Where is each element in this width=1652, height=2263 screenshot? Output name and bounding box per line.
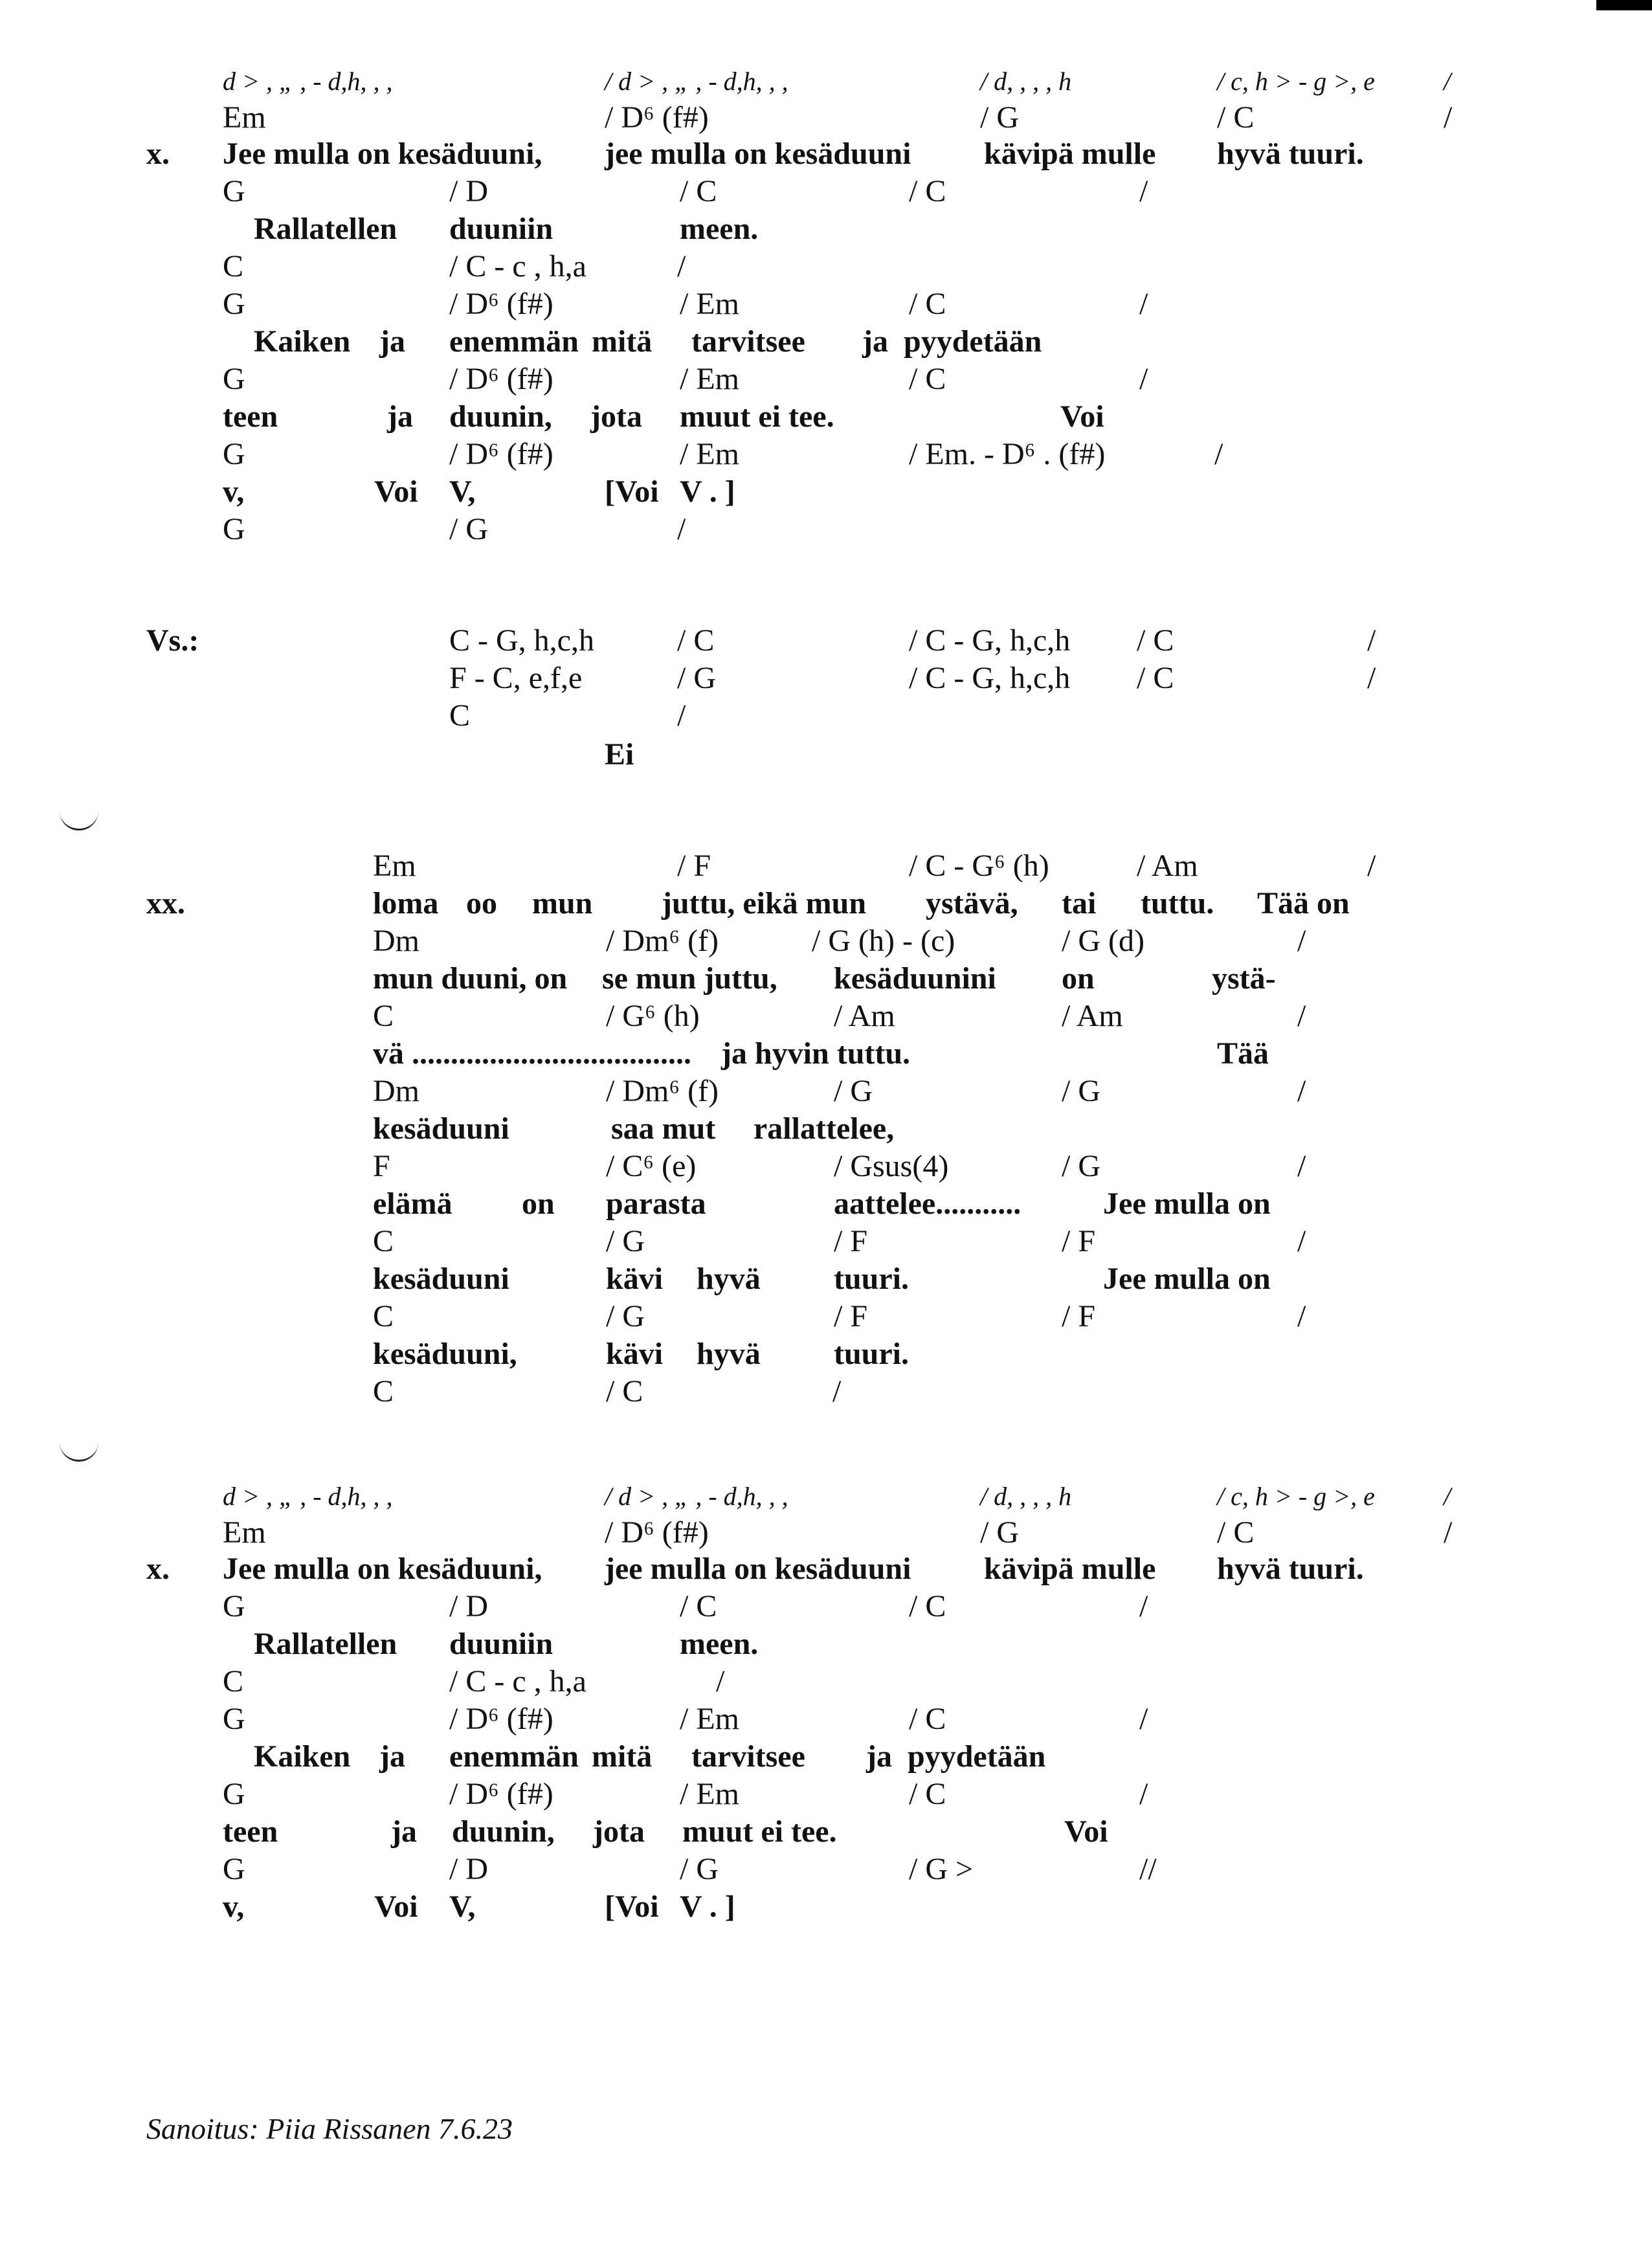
chord: C [373, 1374, 394, 1409]
chord: G [223, 1589, 245, 1623]
lyric: Ei [605, 737, 634, 772]
chord: C [373, 1299, 394, 1333]
lyric: ja [391, 1814, 417, 1849]
lyric: duuniin [449, 212, 553, 246]
bar-line: / [1367, 623, 1376, 658]
lyric: tarvitsee [691, 324, 805, 359]
lyric: ja [862, 324, 888, 359]
bar-line: / [1297, 1224, 1306, 1258]
lyric: Kaiken [254, 1739, 351, 1774]
lyric: Rallatellen [254, 212, 397, 246]
bar-line: / [1214, 437, 1223, 471]
chord: G [223, 362, 245, 396]
lyric: hyvä tuuri. [1217, 137, 1364, 171]
lyricist-credit: Sanoitus: Piia Rissanen 7.6.23 [146, 2112, 513, 2145]
chord: / C - G⁶ (h) [909, 849, 1049, 883]
lyric: mun duuni, on [373, 961, 568, 996]
lyric: [Voi [605, 1890, 659, 1924]
chord: / C [680, 1589, 717, 1623]
lyric: duuniin [449, 1627, 553, 1661]
lyric: enemmän [449, 324, 579, 359]
lyric: jee mulla on kesäduuni [605, 137, 911, 171]
chord: / G⁶ (h) [606, 999, 700, 1033]
lyric: kävi [606, 1262, 664, 1296]
lyric: juttu, eikä mun [662, 886, 867, 920]
lyric: loma [373, 886, 439, 920]
lyric: pyydetään [904, 324, 1042, 359]
lyric: rallattelee, [753, 1111, 895, 1146]
lyric: Jee mulla on [1103, 1187, 1271, 1221]
chord: Dm [373, 924, 419, 958]
lyric: Tää [1217, 1036, 1269, 1071]
melody-note: / [1444, 1482, 1451, 1511]
chord: G [223, 174, 245, 208]
chord: / G [980, 1515, 1019, 1550]
chord: C [449, 698, 471, 733]
bar-line: / [1367, 661, 1376, 695]
chord: / Am [1062, 999, 1123, 1033]
chord: / Gsus(4) [834, 1149, 949, 1183]
lyric: V, [449, 1890, 476, 1924]
chord: F [373, 1149, 390, 1183]
chord: / C [909, 362, 946, 396]
chord: / D [449, 174, 488, 208]
chord: / D⁶ (f#) [449, 1777, 553, 1811]
lyric: saa mut [611, 1111, 716, 1146]
lyric: tuuri. [834, 1337, 910, 1371]
chord: / G [1062, 1074, 1100, 1108]
lyric: ja [866, 1739, 892, 1774]
lyric: kävi [606, 1337, 664, 1371]
chord: / Em [680, 437, 739, 471]
lyric: kävipä mulle [984, 1552, 1156, 1586]
lyric: Jee mulla on kesäduuni, [223, 1552, 542, 1586]
lyric: vä .................................... [373, 1036, 691, 1071]
bar-line: / [1139, 1777, 1148, 1811]
lyric: kesäduuni [373, 1262, 509, 1296]
punch-hole-mark [60, 1440, 98, 1462]
lyric: jota [590, 399, 642, 434]
lyric: tuuri. [834, 1262, 910, 1296]
lyric: Tää on [1257, 886, 1350, 920]
lyric: hyvä tuuri. [1217, 1552, 1364, 1586]
chord: / G [606, 1299, 645, 1333]
lyric: mun [532, 886, 593, 920]
lyric: v, [223, 474, 245, 509]
chord: / C - c , h,a [449, 249, 586, 284]
chord: / C [606, 1374, 643, 1409]
lyric: ystävä, [926, 886, 1018, 920]
chord: G [223, 1777, 245, 1811]
chord: / Em [680, 287, 739, 321]
lyric: v, [223, 1890, 245, 1924]
chord: / C - c , h,a [449, 1664, 586, 1699]
lyric: ja [379, 324, 405, 359]
bar-line: / [1444, 1515, 1453, 1550]
chord: / C⁶ (e) [606, 1149, 697, 1183]
bar-line: / [677, 512, 686, 546]
bar-line: / [1297, 1074, 1306, 1108]
lyric: teen [223, 1814, 278, 1849]
lyric: tai [1062, 886, 1097, 920]
chord: / D⁶ (f#) [449, 362, 553, 396]
lyric: Voi [374, 1890, 418, 1924]
punch-hole-mark [60, 809, 98, 831]
chord: / D⁶ (f#) [605, 100, 709, 135]
melody-note: / d, , , , h [980, 67, 1072, 96]
chord: / G [449, 512, 488, 546]
lyric: Voi [374, 474, 418, 509]
bar-line: / [1367, 849, 1376, 883]
chord: / C [1217, 1515, 1255, 1550]
bar-line: / [677, 249, 686, 284]
lyric: duunin, [449, 399, 552, 434]
melody-note: / [1444, 67, 1451, 96]
section-label: x. [146, 137, 170, 171]
lyric: tarvitsee [691, 1739, 805, 1774]
melody-note: / d, , , , h [980, 1482, 1072, 1511]
lyric: hyvä [697, 1337, 761, 1371]
chord: / F [834, 1224, 868, 1258]
chord: / Em [680, 1702, 739, 1736]
chord: C [373, 999, 394, 1033]
chord: G [223, 512, 245, 546]
chord: / C [909, 174, 946, 208]
lyric: hyvä [697, 1262, 761, 1296]
lyric: jota [593, 1814, 645, 1849]
chord: / G [677, 661, 716, 695]
lyric: duunin, [452, 1814, 555, 1849]
bar-line: / [1139, 287, 1148, 321]
chord: / Am [834, 999, 895, 1033]
lyric: ja [387, 399, 413, 434]
chord: / F [834, 1299, 868, 1333]
chord: / Em [680, 362, 739, 396]
bar-line: / [832, 1374, 842, 1409]
chord: / C - G, h,c,h [909, 623, 1071, 658]
chord: / G [606, 1224, 645, 1258]
chord: G [223, 437, 245, 471]
chord: / C [677, 623, 715, 658]
chord: G [223, 1852, 245, 1886]
lyric: mitä [592, 1739, 653, 1774]
chord: / G [834, 1074, 873, 1108]
chord: Em [223, 100, 266, 135]
lyric: elämä [373, 1187, 452, 1221]
chord: / G > [909, 1852, 974, 1886]
lyric: muut ei tee. [682, 1814, 837, 1849]
chord: / C [909, 1702, 946, 1736]
chord: C [373, 1224, 394, 1258]
chord: / G (h) - (c) [812, 924, 955, 958]
lyric: on [522, 1187, 555, 1221]
chord: / Em [680, 1777, 739, 1811]
lyric: ystä- [1212, 961, 1276, 996]
chord: C - G, h,c,h [449, 623, 594, 658]
chord: Em [373, 849, 416, 883]
bar-line: / [1297, 999, 1306, 1033]
chord: / D [449, 1589, 488, 1623]
lyric: ja [379, 1739, 405, 1774]
lyric: kesäduunini [834, 961, 996, 996]
chord: F - C, e,f,e [449, 661, 583, 695]
lyric: ja hyvin tuttu. [721, 1036, 911, 1071]
bar-line: / [1139, 1702, 1148, 1736]
chord: / F [1062, 1224, 1096, 1258]
bar-line: / [1297, 1299, 1306, 1333]
lyric: on [1062, 961, 1095, 996]
chord: / C - G, h,c,h [909, 661, 1071, 695]
lyric: mitä [592, 324, 653, 359]
lyric: kesäduuni [373, 1111, 509, 1146]
lyric: V . ] [680, 1890, 735, 1924]
bar-line: / [1139, 1589, 1148, 1623]
chord: / G (d) [1062, 924, 1144, 958]
chord: / G [1062, 1149, 1100, 1183]
lyric: Rallatellen [254, 1627, 397, 1661]
chord: / C [909, 287, 946, 321]
lyric: V, [449, 474, 476, 509]
lyric: enemmän [449, 1739, 579, 1774]
bar-line: / [716, 1664, 725, 1699]
chord: Em [223, 1515, 266, 1550]
chord: C [223, 1664, 244, 1699]
lyric: Jee mulla on kesäduuni, [223, 137, 542, 171]
chord: / Dm⁶ (f) [606, 924, 719, 958]
bar-line: / [1297, 924, 1306, 958]
chord: / Dm⁶ (f) [606, 1074, 719, 1108]
chord: / C [1137, 623, 1174, 658]
section-label: Vs.: [146, 623, 199, 658]
chord: / D⁶ (f#) [449, 287, 553, 321]
chord: / C [1137, 661, 1174, 695]
chord: / Am [1137, 849, 1198, 883]
bar-line: / [677, 698, 686, 733]
section-label: xx. [146, 886, 185, 920]
section-label: x. [146, 1552, 170, 1586]
lyric: oo [466, 886, 497, 920]
chord: / D⁶ (f#) [449, 1702, 553, 1736]
bar-line: / [1297, 1149, 1306, 1183]
bar-line: / [1139, 362, 1148, 396]
lyric: Kaiken [254, 324, 351, 359]
lyric: jee mulla on kesäduuni [605, 1552, 911, 1586]
lyric: parasta [606, 1187, 706, 1221]
chord: / D [449, 1852, 488, 1886]
lyric: se mun juttu, [602, 961, 777, 996]
chord: / D⁶ (f#) [449, 437, 553, 471]
chord: / C [909, 1589, 946, 1623]
bar-line: / [1444, 100, 1453, 135]
chord: / F [1062, 1299, 1096, 1333]
lyric: meen. [680, 1627, 759, 1661]
chord: Dm [373, 1074, 419, 1108]
melody-note: / c, h > - g >, e [1217, 67, 1375, 96]
lyric: pyydetään [908, 1739, 1046, 1774]
lyric: Jee mulla on [1103, 1262, 1271, 1296]
chord: / G [980, 100, 1019, 135]
lyric: meen. [680, 212, 759, 246]
chord: / D⁶ (f#) [605, 1515, 709, 1550]
melody-note: d > , „ , - d,h, , , [223, 67, 393, 96]
lyric: kesäduuni, [373, 1337, 517, 1371]
melody-note: d > , „ , - d,h, , , [223, 1482, 393, 1511]
chord: G [223, 287, 245, 321]
lyric: Voi [1060, 399, 1104, 434]
lyric: Voi [1064, 1814, 1108, 1849]
chord: / C [680, 174, 717, 208]
chord: / G [680, 1852, 719, 1886]
lyric: muut ei tee. [680, 399, 834, 434]
chord: / Em. - D⁶ . (f#) [909, 437, 1106, 471]
bar-line: / [1139, 174, 1148, 208]
lyric: aattelee........... [834, 1187, 1021, 1221]
melody-note: / c, h > - g >, e [1217, 1482, 1375, 1511]
chord: / F [677, 849, 711, 883]
lyric: tuttu. [1141, 886, 1214, 920]
chord: / C [909, 1777, 946, 1811]
page-edge-mark [1596, 0, 1652, 10]
chord: C [223, 249, 244, 284]
bar-line: // [1139, 1852, 1157, 1886]
chord: / C [1217, 100, 1255, 135]
lyric: kävipä mulle [984, 137, 1156, 171]
melody-note: / d > , „ , - d,h, , , [605, 1482, 788, 1511]
lyric: V . ] [680, 474, 735, 509]
melody-note: / d > , „ , - d,h, , , [605, 67, 788, 96]
lyric: teen [223, 399, 278, 434]
lyric: [Voi [605, 474, 659, 509]
chord: G [223, 1702, 245, 1736]
